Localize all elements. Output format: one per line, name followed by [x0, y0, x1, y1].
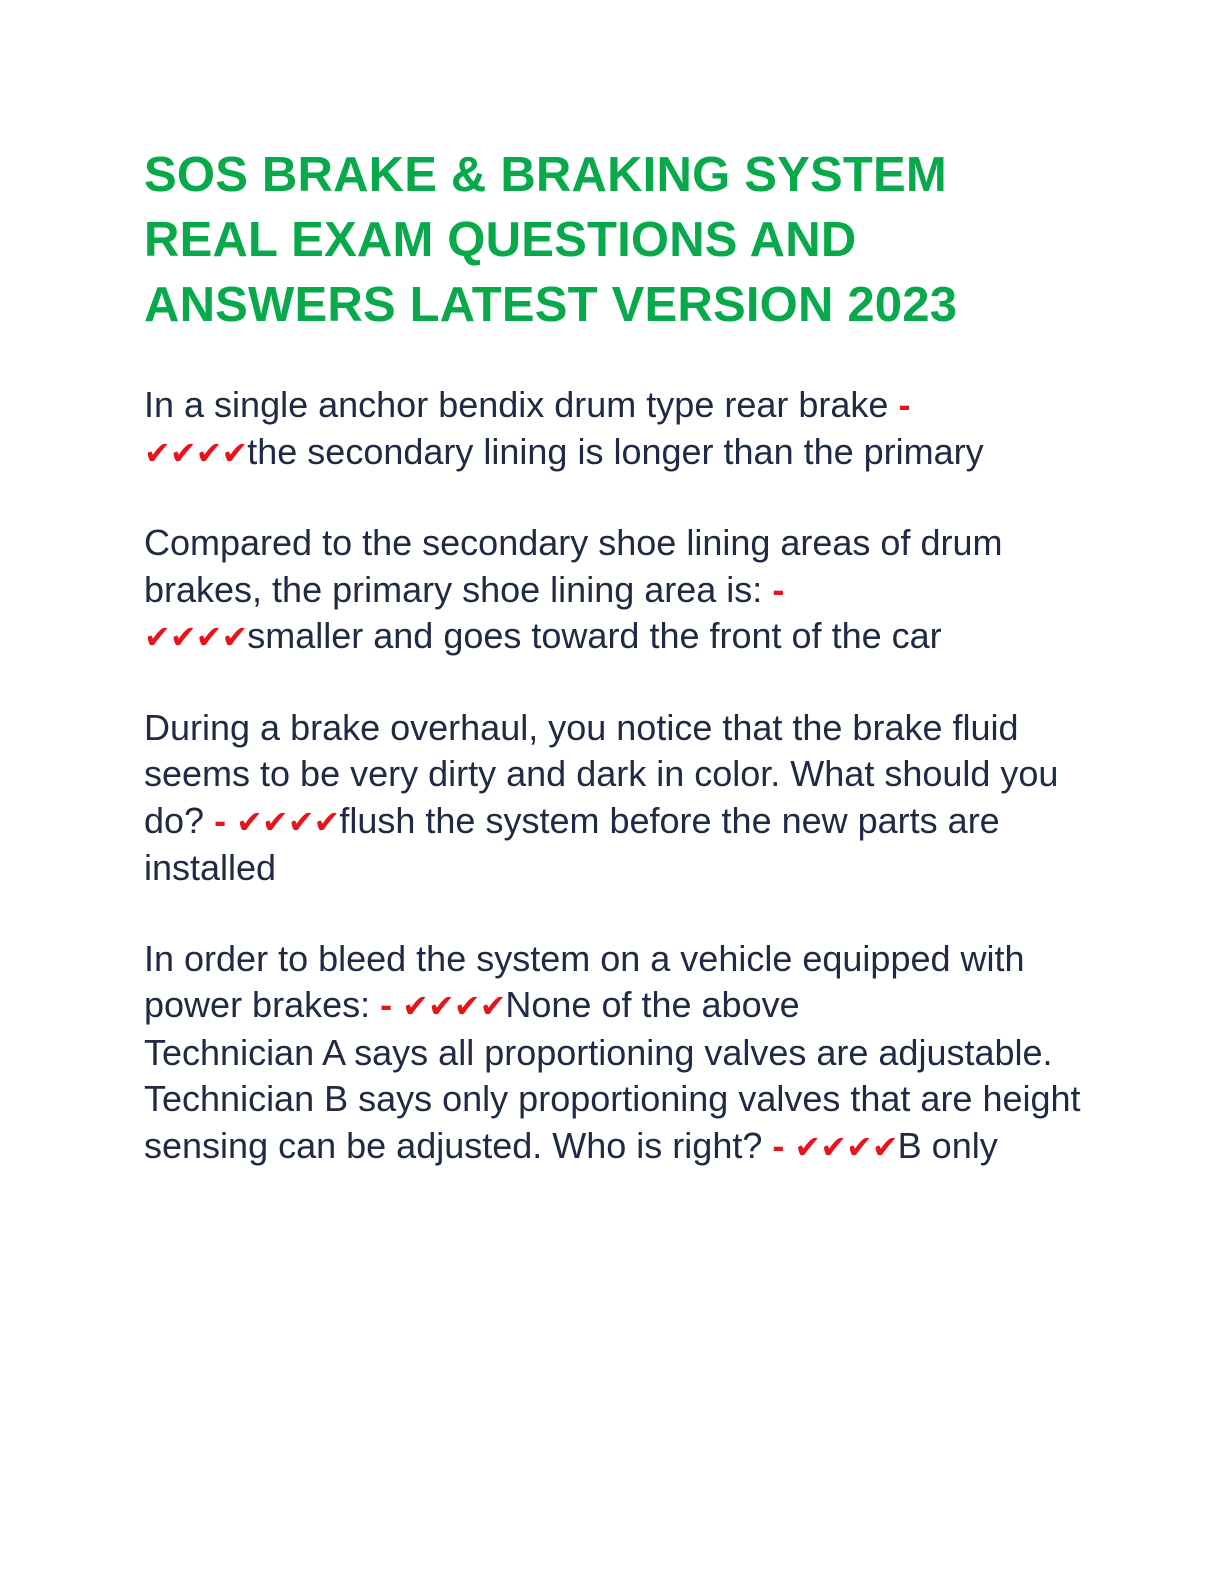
- question-text: In a single anchor bendix drum type rear brake: [144, 384, 889, 425]
- check-marks-icon: ✔✔✔✔: [236, 802, 340, 841]
- answer-text: B only: [897, 1124, 998, 1166]
- question-text: Technician A says all proportioning valves are adjustable. Technician B says only proportioning valves that are height sensing can be adjusted. Who is right?: [144, 1031, 1081, 1166]
- answer-separator: -: [898, 384, 911, 425]
- document-content: [144, 143, 1084, 1170]
- check-marks-icon: ✔✔✔✔: [144, 618, 248, 656]
- answer-text: smaller and goes toward the front of the car: [247, 615, 942, 656]
- qa-item: [144, 936, 1084, 1171]
- answer-separator: -: [380, 984, 393, 1025]
- answer-separator: -: [772, 1124, 785, 1166]
- answer-separator: -: [214, 799, 227, 841]
- question-text: In order to bleed the system on a vehicle equipped with power brakes:: [144, 937, 1025, 1025]
- qa-item: [144, 520, 1084, 661]
- question-text: During a brake overhaul, you notice that the brake fluid seems to be very dirty and dark in color. What should you do?: [144, 706, 1059, 841]
- answer-text: the secondary lining is longer than the primary: [247, 430, 984, 472]
- check-marks-icon: ✔✔✔✔: [144, 433, 248, 472]
- question-text: Compared to the secondary shoe lining areas of drum brakes, the primary shoe lining area is:: [144, 522, 1003, 610]
- check-marks-icon: ✔✔✔✔: [794, 1127, 898, 1166]
- document-title: SOS BRAKE & BRAKING SYSTEM REAL EXAM QUESTIONS AND ANSWERS LATEST VERSION 2023: [144, 148, 958, 332]
- answer-text: flush the system before the new parts are installed: [144, 799, 1000, 888]
- check-marks-icon: ✔✔✔✔: [402, 987, 506, 1025]
- qa-item: [144, 705, 1084, 892]
- answer-separator: -: [772, 568, 785, 610]
- answer-text: None of the above: [505, 984, 800, 1025]
- qa-item: [144, 382, 1084, 476]
